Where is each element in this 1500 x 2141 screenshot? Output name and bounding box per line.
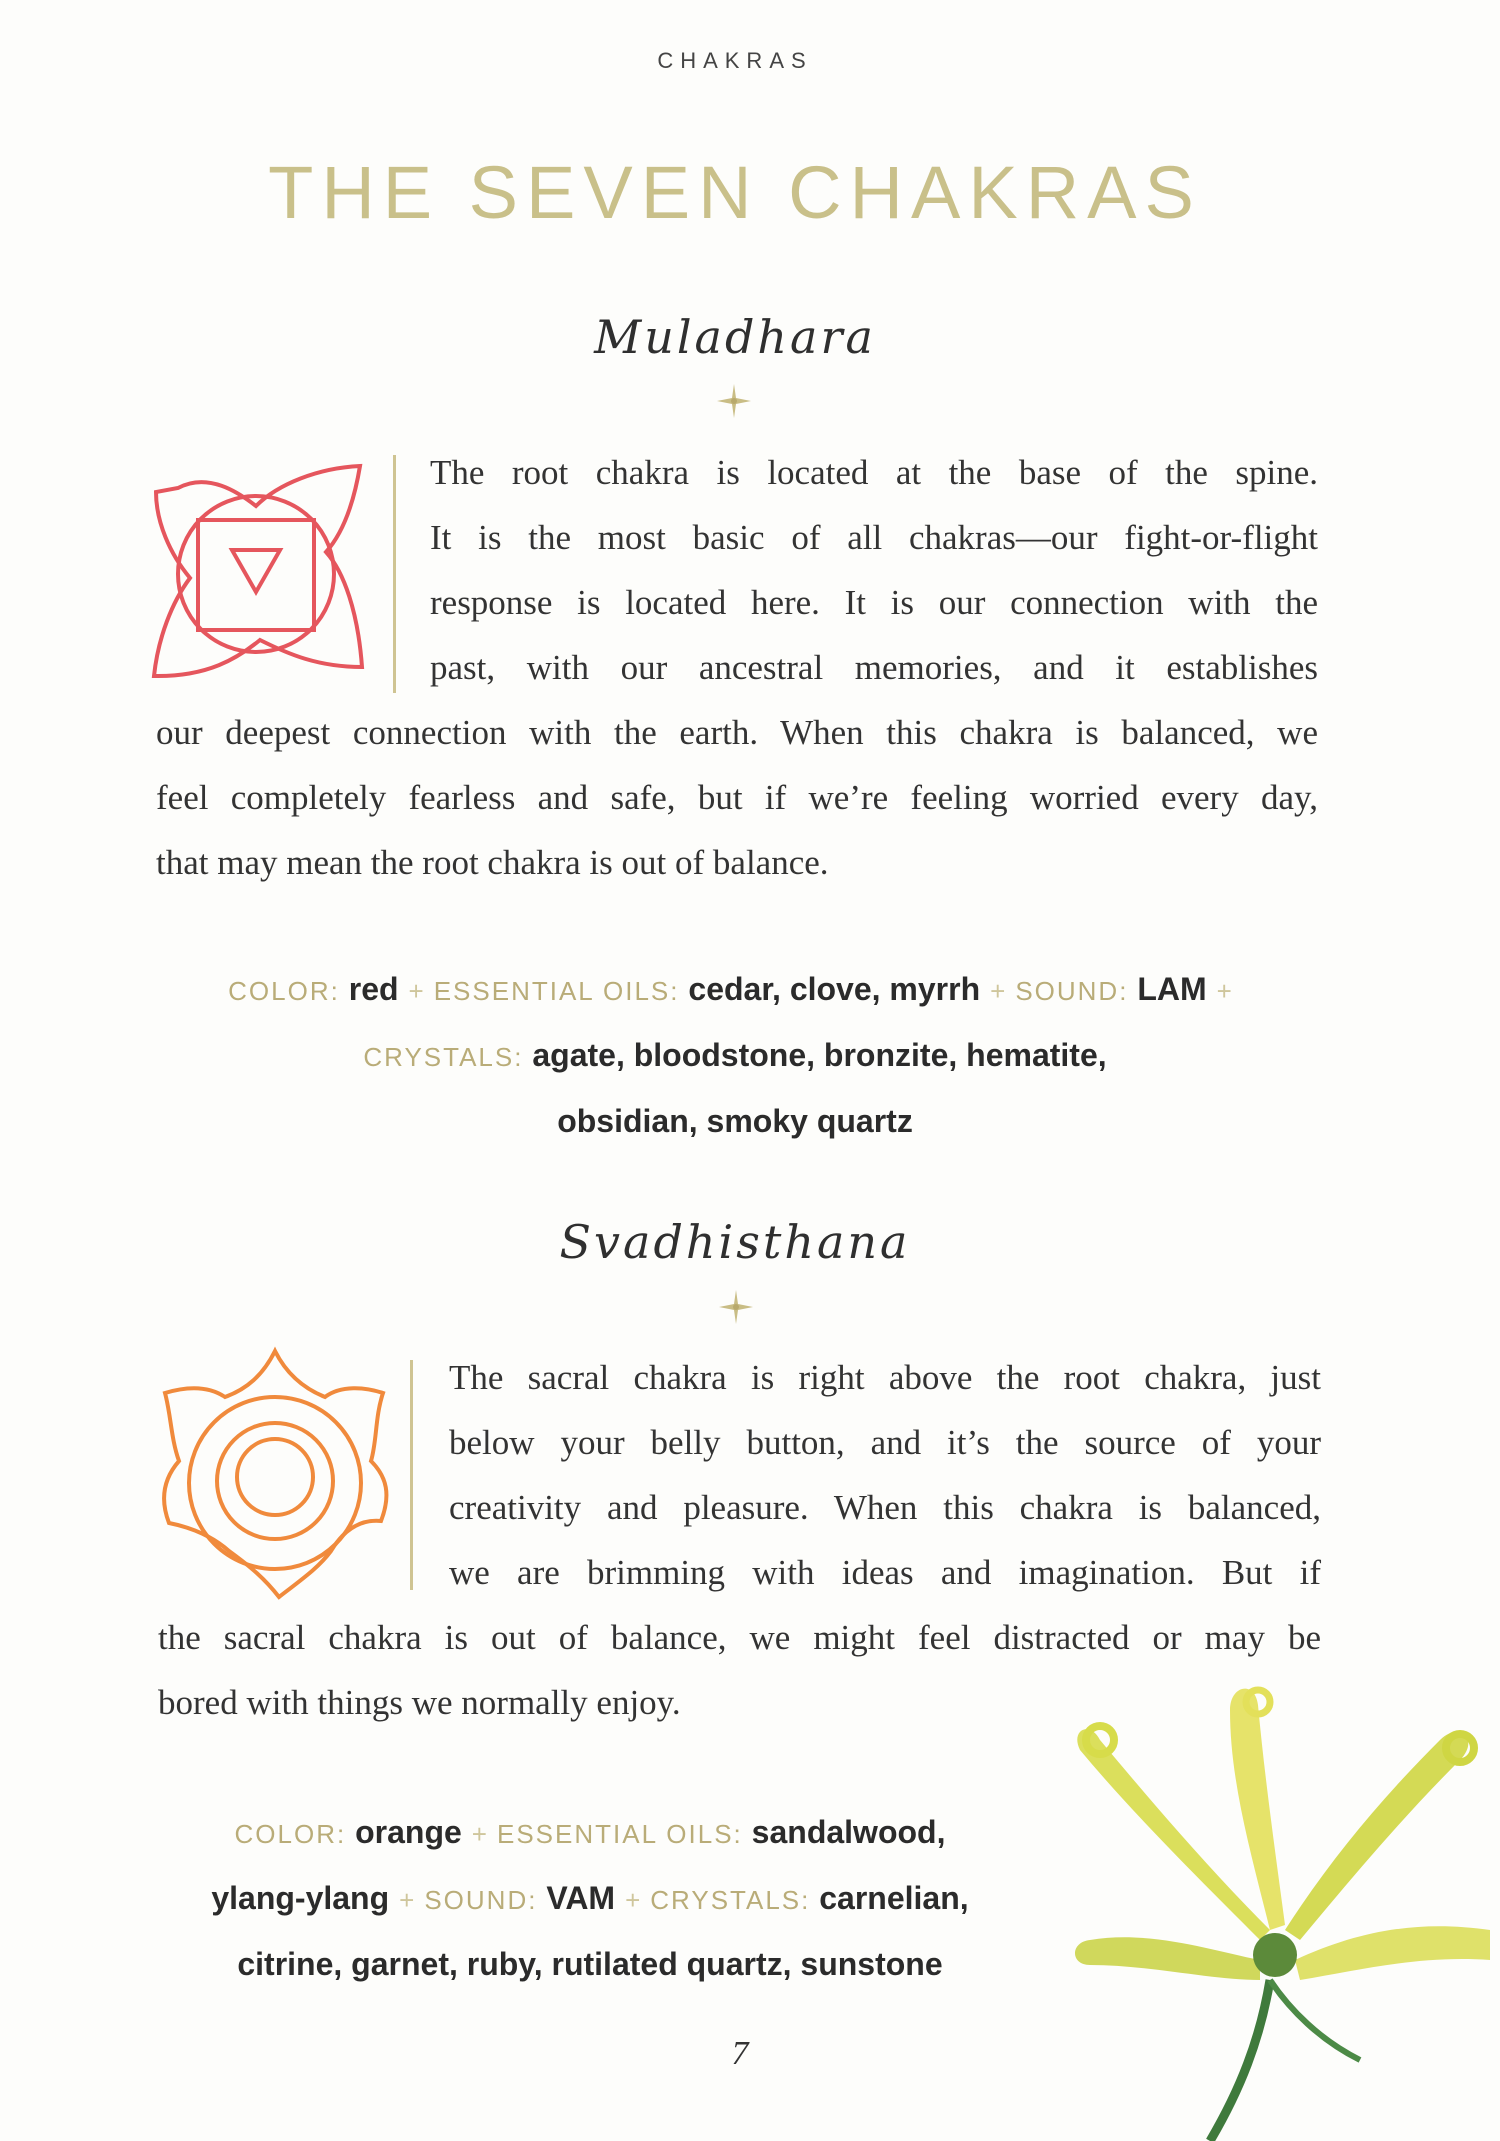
section-divider	[393, 455, 396, 693]
svadhisthana-intro-text	[449, 1345, 1321, 1605]
crystals-label: CRYSTALS:	[650, 1885, 811, 1915]
running-head: CHAKRAS	[657, 48, 813, 73]
oils-value: cedar, clove, myrrh	[688, 971, 981, 1007]
star-ornament-icon	[719, 1290, 753, 1324]
section-title-svadhisthana: Svadhisthana	[559, 1215, 911, 1269]
properties-line	[150, 1866, 1030, 1932]
text-line: that may mean the root chakra is out of balance.	[156, 843, 829, 882]
text-line: bored with things we normally enjoy.	[158, 1683, 681, 1722]
root-chakra-icon	[148, 462, 370, 687]
properties-line	[150, 1932, 1030, 1996]
sacral-chakra-icon	[155, 1345, 395, 1605]
sound-label: SOUND:	[1015, 976, 1129, 1006]
crystals-value: agate, bloodstone, bronzite, hematite,	[532, 1037, 1107, 1073]
oils-value: ylang-ylang	[211, 1880, 390, 1916]
text-line: response is located here. It is our connection with the	[430, 583, 1318, 622]
text-line: It is the most basic of all chakras—our fight-or-flight	[430, 518, 1318, 557]
color-value: red	[348, 971, 399, 1007]
crystals-value: carnelian,	[819, 1880, 969, 1916]
crystals-value: obsidian, smoky quartz	[557, 1103, 913, 1139]
muladhara-properties	[120, 957, 1350, 1153]
text-line: below your belly button, and it’s the source of your	[449, 1423, 1321, 1462]
properties-line	[150, 1800, 1030, 1866]
text-line: our deepest connection with the earth. When this chakra is balanced, we	[156, 713, 1318, 752]
text-line: feel completely fearless and safe, but if we’re feeling worried every day,	[156, 778, 1318, 817]
text-line: the sacral chakra is out of balance, we might feel distracted or may be	[158, 1618, 1321, 1657]
properties-line	[120, 957, 1350, 1023]
text-line: The root chakra is located at the base of the spine.	[430, 453, 1318, 492]
sound-value: LAM	[1137, 971, 1207, 1007]
oils-label: ESSENTIAL OILS:	[433, 976, 680, 1006]
plus-separator-icon: +	[408, 976, 424, 1006]
color-value: orange	[355, 1814, 462, 1850]
crystals-value: citrine, garnet, ruby, rutilated quartz, sunstone	[237, 1946, 943, 1982]
plus-separator-icon: +	[1216, 976, 1232, 1006]
sound-value: VAM	[546, 1880, 616, 1916]
star-ornament-icon	[717, 384, 751, 418]
page-title: THE SEVEN CHAKRAS	[268, 151, 1202, 234]
plus-separator-icon: +	[625, 1885, 641, 1915]
plus-separator-icon: +	[471, 1819, 487, 1849]
text-line: we are brimming with ideas and imagination. But if	[449, 1553, 1321, 1592]
sound-label: SOUND:	[424, 1885, 538, 1915]
muladhara-intro-text	[430, 440, 1318, 700]
color-label: COLOR:	[234, 1819, 347, 1849]
section-divider	[410, 1360, 413, 1590]
oils-value: sandalwood,	[751, 1814, 946, 1850]
page-number: 7	[731, 2035, 749, 2072]
properties-line	[120, 1089, 1350, 1153]
properties-line	[120, 1023, 1350, 1089]
section-title-muladhara: Muladhara	[594, 310, 876, 364]
crystals-label: CRYSTALS:	[363, 1042, 524, 1072]
text-line: The sacral chakra is right above the root chakra, just	[449, 1358, 1321, 1397]
text-line: past, with our ancestral memories, and it establishes	[430, 648, 1318, 687]
plus-separator-icon: +	[399, 1885, 415, 1915]
muladhara-body-text	[156, 700, 1318, 895]
color-label: COLOR:	[228, 976, 340, 1006]
text-line: creativity and pleasure. When this chakra is balanced,	[449, 1488, 1321, 1527]
oils-label: ESSENTIAL OILS:	[496, 1819, 743, 1849]
svadhisthana-properties	[150, 1800, 1030, 1996]
plus-separator-icon: +	[990, 976, 1006, 1006]
